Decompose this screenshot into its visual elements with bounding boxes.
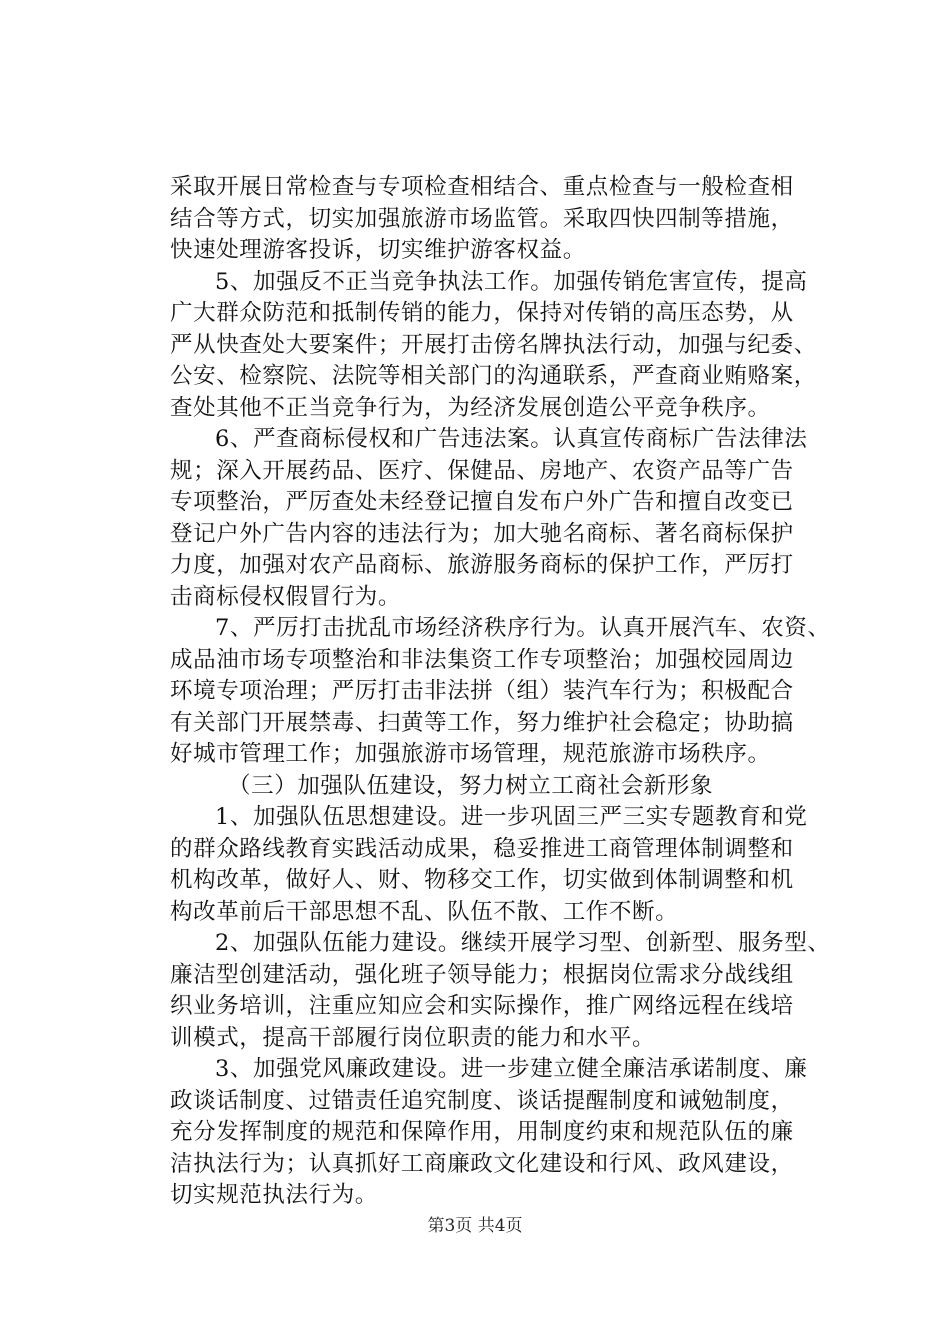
text-line: 公安、检察院、法院等相关部门的沟通联系，严查商业贿赂案，: [170, 363, 817, 389]
text-line: 6、严查商标侵权和广告违法案。认真宣传商标广告法律法: [215, 426, 808, 452]
document-body: [170, 172, 835, 1212]
text-line: 的群众路线教育实践活动成果，稳妥推进工商管理体制调整和: [170, 835, 794, 862]
text-line: 登记户外广告内容的违法行为；加大驰名商标、著名商标保护: [170, 520, 794, 547]
text-line: 结合等方式，切实加强旅游市场监管。采取四快四制等措施，: [170, 205, 794, 232]
text-line: 3、加强党风廉政建设。进一步建立健全廉洁承诺制度、廉: [215, 1056, 808, 1082]
text-line: 2、加强队伍能力建设。继续开展学习型、创新型、服务型、: [215, 930, 831, 956]
page-footer: 第3页 共4页: [427, 1216, 523, 1236]
text-line: 机构改革，做好人、财、物移交工作，切实做到体制调整和机: [170, 867, 794, 893]
text-line: 成品油市场专项整治和非法集资工作专项整治；加强校园周边: [170, 646, 794, 673]
text-line: 力度，加强对农产品商标、旅游服务商标的保护工作，严厉打: [170, 552, 794, 578]
text-line: 好城市管理工作；加强旅游市场管理，规范旅游市场秩序。: [170, 741, 771, 767]
text-line: 查处其他不正当竞争行为，为经济发展创造公平竞争秩序。: [170, 394, 771, 421]
text-line: 廉洁型创建活动，强化班子领导能力；根据岗位需求分战线组: [170, 961, 794, 988]
text-line: 环境专项治理；严厉打击非法拼（组）装汽车行为；积极配合: [170, 678, 794, 704]
text-line: 7、严厉打击扰乱市场经济秩序行为。认真开展汽车、农资、: [215, 615, 831, 641]
text-line: 政谈话制度、过错责任追究制度、谈话提醒制度和诫勉制度，: [170, 1087, 794, 1114]
text-line: 有关部门开展禁毒、扫黄等工作，努力维护社会稳定；协助搞: [170, 709, 794, 736]
text-line: 1、加强队伍思想建设。进一步巩固三严三实专题教育和党: [215, 804, 808, 830]
text-line: 严从快查处大要案件；开展打击傍名牌执法行动，加强与纪委、: [170, 331, 817, 358]
text-line: 构改革前后干部思想不乱、队伍不散、工作不断。: [170, 898, 679, 925]
text-line: 广大群众防范和抵制传销的能力，保持对传销的高压态势，从: [170, 300, 794, 326]
text-line: 洁执法行为；认真抓好工商廉政文化建设和行风、政风建设，: [170, 1150, 794, 1177]
text-line: 充分发挥制度的规范和保障作用，用制度约束和规范队伍的廉: [170, 1119, 794, 1145]
text-line: 专项整治，严厉查处未经登记擅自发布户外广告和擅自改变已: [170, 489, 794, 515]
text-line: 训模式，提高干部履行岗位职责的能力和水平。: [170, 1024, 656, 1051]
text-line: 快速处理游客投诉，切实维护游客权益。: [170, 237, 586, 263]
text-line: 规；深入开展药品、医疗、保健品、房地产、农资产品等广告: [170, 457, 794, 484]
section-heading: （三）加强队伍建设，努力树立工商社会新形象: [228, 772, 714, 799]
text-line: 采取开展日常检查与专项检查相结合、重点检查与一般检查相: [170, 174, 794, 200]
text-line: 5、加强反不正当竞争执法工作。加强传销危害宣传，提高: [215, 268, 808, 295]
text-line: 切实规范执法行为。: [170, 1182, 378, 1208]
text-line: 击商标侵权假冒行为。: [170, 583, 402, 610]
text-line: 织业务培训，注重应知应会和实际操作，推广网络远程在线培: [170, 993, 794, 1019]
